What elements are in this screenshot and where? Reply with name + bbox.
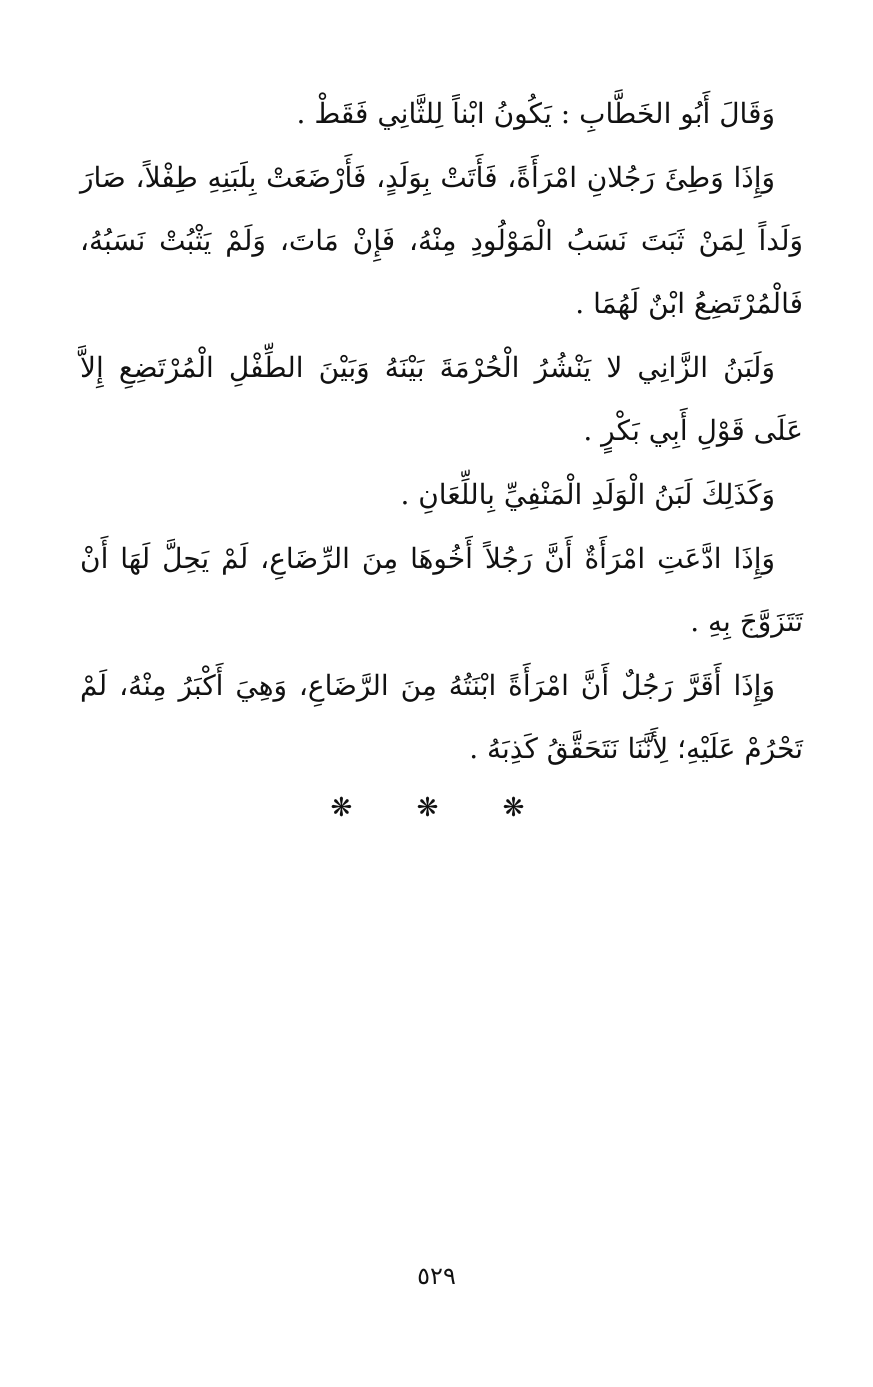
paragraph-3: وَلَبَنُ الزَّانِي لا يَنْشُرُ الْحُرْمَةَ بَيْنَهُ وَبَيْنَ الطِّفْلِ الْمُرْتَضِعِ إِلاَّ عَلَى قَوْلِ أَبِي بَكْرٍ .: [80, 351, 803, 447]
paragraph-1: وَقَالَ أَبُو الخَطَّابِ : يَكُونُ ابْناً لِلثَّانِي فَقَطْ .: [296, 97, 775, 130]
page-number: ٥٢٩: [417, 1262, 456, 1290]
paragraph-2: وَإِذَا وَطِئَ رَجُلانِ امْرَأَةً، فَأَتَتْ بِوَلَدٍ، فَأَرْضَعَتْ بِلَبَنِهِ طِفْلاً، صَارَ وَلَداً لِمَنْ ثَبَتَ نَسَبُ الْمَوْلُودِ مِنْهُ، فَإِنْ مَاتَ، وَلَمْ يَثْبُتْ نَسَبُهُ، فَالْمُرْتَضِعُ ابْنٌ لَهُمَا .: [80, 161, 803, 320]
page-body: [80, 82, 803, 828]
paragraph-4: وَكَذَلِكَ لَبَنُ الْوَلَدِ الْمَنْفِيِّ بِاللِّعَانِ .: [400, 478, 775, 511]
section-separator: ❋ ❋ ❋: [330, 793, 553, 823]
paragraph-5: وَإِذَا ادَّعَتِ امْرَأَةٌ أَنَّ رَجُلاً أَخُوهَا مِنَ الرِّضَاعِ، لَمْ يَحِلَّ لَهَا أَنْ تَتَزَوَّجَ بِهِ .: [80, 542, 803, 638]
paragraph-6: وَإِذَا أَقَرَّ رَجُلٌ أَنَّ امْرَأَةً ابْنَتُهُ مِنَ الرَّضَاعِ، وَهِيَ أَكْبَرُ مِنْهُ، لَمْ تَحْرُمْ عَلَيْهِ؛ لِأَنَّنَا نَتَحَقَّقُ كَذِبَهُ .: [80, 669, 803, 765]
